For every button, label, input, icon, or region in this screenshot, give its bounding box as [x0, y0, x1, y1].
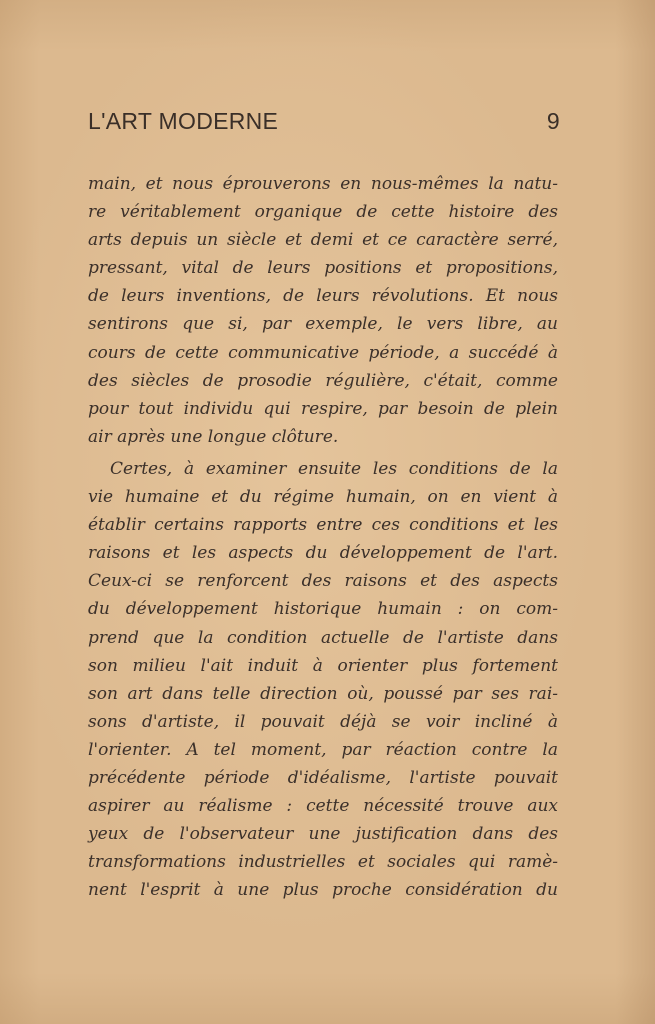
paragraph-1 — [88, 170, 558, 451]
text-line: des siècles de prosodie régulière, c'était, comme — [88, 370, 558, 391]
page-header — [88, 108, 560, 140]
running-title: L'ART MODERNE — [88, 108, 279, 134]
text-line: pour tout individu qui respire, par besoin de plein — [88, 398, 558, 419]
text-line: sentirons que si, par exemple, le vers libre, au — [88, 314, 558, 335]
text-line: établir certains rapports entre ces conditions et les — [88, 515, 558, 536]
text-line: Ceux-ci se renforcent des raisons et des aspects — [88, 571, 558, 592]
text-line: air après une longue clôture. — [88, 426, 339, 447]
text-line: l'orienter. A tel moment, par réaction contre la — [88, 739, 558, 760]
text-line: yeux de l'observateur une justification dans des — [88, 824, 558, 845]
text-line: son art dans telle direction où, poussé par ses rai- — [88, 683, 558, 704]
paragraph-2 — [88, 455, 558, 905]
text-line: du développement historique humain : on com- — [88, 599, 558, 620]
text-line: re véritablement organique de cette histoire des — [88, 202, 558, 223]
text-line: main, et nous éprouverons en nous-mêmes la natu- — [88, 174, 558, 194]
text-line: cours de cette communicative période, a succédé à — [88, 342, 558, 363]
page-number: 9 — [546, 108, 560, 134]
text-line: prend que la condition actuelle de l'artiste dans — [88, 627, 558, 648]
text-line: sons d'artiste, il pouvait déjà se voir incliné à — [88, 711, 558, 732]
text-line: nent l'esprit à une plus proche considération du — [88, 880, 558, 901]
text-line: son milieu l'ait induit à orienter plus fortement — [88, 655, 558, 676]
text-line: aspirer au réalisme : cette nécessité trouve aux — [88, 796, 558, 817]
text-line: de leurs inventions, de leurs révolutions. Et nous — [88, 286, 558, 307]
text-line: vie humaine et du régime humain, on en vient à — [88, 487, 558, 508]
text-line: raisons et les aspects du développement de l'art. — [88, 543, 558, 564]
text-line: arts depuis un siècle et demi et ce caractère serré, — [88, 230, 558, 251]
text-line: précédente période d'idéalisme, l'artiste pouvait — [88, 767, 558, 788]
body-text — [88, 170, 558, 904]
text-line: transformations industrielles et sociales qui ramè- — [88, 852, 558, 873]
text-line: pressant, vital de leurs positions et propositions, — [88, 258, 558, 279]
text-line: Certes, à examiner ensuite les conditions de la — [110, 458, 558, 479]
